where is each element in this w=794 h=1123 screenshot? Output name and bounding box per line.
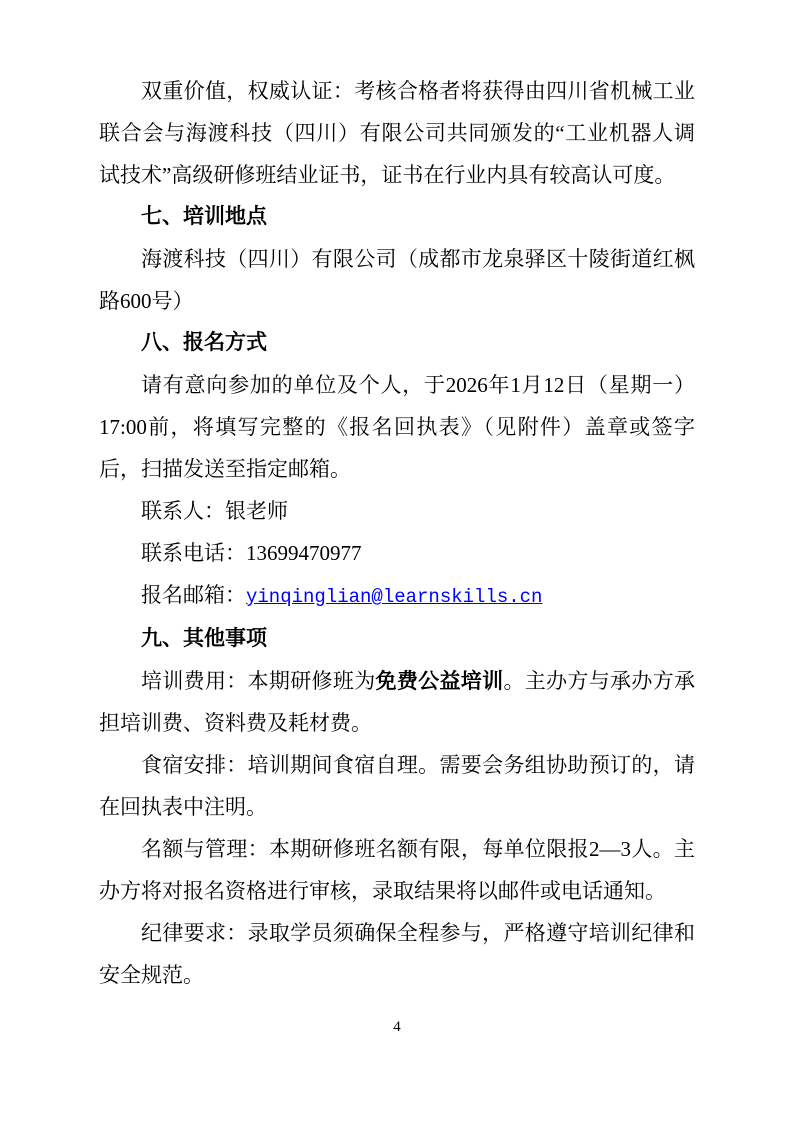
para-discipline-requirements: 纪律要求：录取学员须确保全程参与，严格遵守培训纪律和安全规范。 [99, 921, 695, 987]
heading-training-location: 七、培训地点 [141, 205, 267, 228]
para-registration-email [99, 574, 695, 618]
email-link[interactable]: yinqinglian@learnskills.cn [246, 586, 543, 608]
para-quota-management: 名额与管理：本期研修班名额有限，每单位限报2—3人。主办方将对报名资格进行审核，录取结果将以邮件或电话通知。 [99, 837, 695, 903]
para-training-location: 海渡科技（四川）有限公司（成都市龙泉驿区十陵街道红枫路600号） [99, 247, 695, 313]
fee-text-suffix: 。主办方与承办方承担培训费、资料费及耗材费。 [99, 669, 696, 735]
fee-text-prefix: 培训费用：本期研修班为 [141, 669, 376, 693]
para-contact-person: 联系人：银老师 [141, 499, 288, 523]
heading-other-matters: 九、其他事项 [141, 627, 267, 650]
page-number: 4 [393, 1019, 401, 1035]
para-registration-instructions: 请有意向参加的单位及个人，于2026年1月12日（星期一）17:00前，将填写完整的《报名回执表》（见附件）盖章或签字后，扫描发送至指定邮箱。 [99, 373, 695, 481]
para-certificate-value: 双重价值，权威认证：考核合格者将获得由四川省机械工业联合会与海渡科技（四川）有限公司共同颁发的“工业机器人调试技术”高级研修班结业证书，证书在行业内具有较高认可度。 [99, 79, 695, 187]
document-body [99, 70, 695, 996]
para-contact-phone: 联系电话：13699470977 [141, 541, 362, 565]
para-accommodation: 食宿安排：培训期间食宿自理。需要会务组协助预订的，请在回执表中注明。 [99, 753, 695, 819]
para-training-fee [99, 660, 695, 744]
fee-free-training-emphasis: 免费公益培训 [375, 669, 504, 693]
email-label: 报名邮箱： [141, 583, 246, 607]
heading-registration-method: 八、报名方式 [141, 331, 267, 354]
